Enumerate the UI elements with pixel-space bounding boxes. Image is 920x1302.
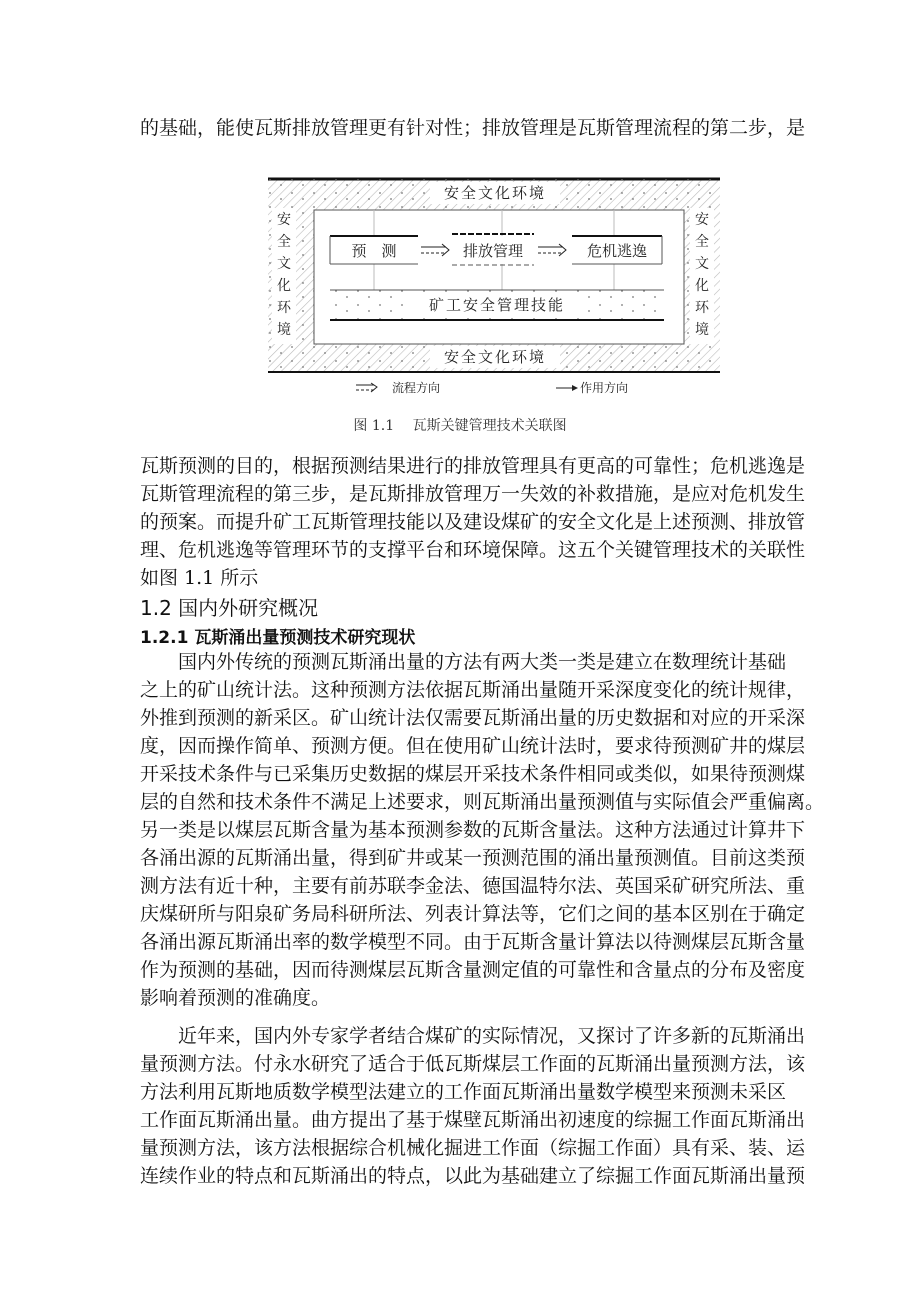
para3-line: 连续作业的特点和瓦斯涌出的特点，以此为基础建立了综掘工作面瓦斯涌出量预 [140,1165,806,1187]
box-skill [330,290,664,320]
svg-text:文: 文 [277,256,291,272]
subsection-heading: 1.2.1 瓦斯涌出量预测技术研究现状 [140,628,416,648]
para3-line: 量预测方法。付永水研究了适合于低瓦斯煤层工作面的瓦斯涌出量预测方法，该 [140,1053,806,1075]
env-label-bottom: 安全文化环境 [443,348,547,366]
svg-text:预 测: 预 测 [351,242,397,260]
para1-line: 的预案。而提升矿工瓦斯管理技能以及建设煤矿的安全文化是上述预测、排放管 [140,511,806,533]
svg-text:化: 化 [277,278,291,294]
para3-line: 工作面瓦斯涌出量。曲方提出了基于煤壁瓦斯涌出初速度的综掘工作面瓦斯涌出 [140,1109,806,1131]
para2-line: 外推到预测的新采区。矿山统计法仅需要瓦斯涌出量的历史数据和对应的开采深 [140,707,806,729]
para2-line: 之上的矿山统计法。这种预测方法依据瓦斯涌出量随开采深度变化的统计规律， [140,679,806,701]
svg-text:境: 境 [695,322,709,338]
legend-effect-label: 作用方向 [580,381,629,395]
svg-text:环: 环 [695,300,709,316]
para2-line: 度，因而操作简单、预测方便。但在使用矿山统计法时，要求待预测矿井的煤层 [140,735,806,757]
svg-text:文: 文 [695,256,709,272]
para2-line: 庆煤研所与阳泉矿务局科研所法、列表计算法等，它们之间的基本区别在于确定 [140,903,806,925]
env-label-top: 安全文化环境 [443,184,547,202]
para1-line: 瓦斯预测的目的，根据预测结果进行的排放管理具有更高的可靠性；危机逃逸是 [140,455,806,477]
para1-line: 瓦斯管理流程的第三步，是瓦斯排放管理万一失效的补救措施，是应对危机发生 [140,483,806,505]
para2-line: 另一类是以煤层瓦斯含量为基本预测参数的瓦斯含量法。这种方法通过计算井下 [140,819,806,841]
svg-text:安: 安 [695,212,709,228]
svg-text:全: 全 [695,234,709,250]
para3-line: 方法利用瓦斯地质数学模型法建立的工作面瓦斯涌出量数学模型来预测未采区 [140,1081,787,1103]
svg-text:危机逃逸: 危机逃逸 [586,242,648,260]
para2-line: 层的自然和技术条件不满足上述要求，则瓦斯涌出量预测值与实际值会严重偏离。 [140,791,825,813]
text-line-top: 的基础，能使瓦斯排放管理更有针对性；排放管理是瓦斯管理流程的第二步，是 [140,117,806,139]
figure-caption: 图 1.1 瓦斯关键管理技术关联图 [353,418,567,434]
para1-line: 如图 1.1 所示 [140,567,259,589]
svg-text:排放管理: 排放管理 [462,242,524,260]
legend-flow-label: 流程方向 [392,381,441,395]
inner-panel [314,210,684,344]
para2-line: 影响着预测的准确度。 [140,987,331,1009]
figure-diagram [266,174,722,404]
para2-line: 各涌出源的瓦斯涌出量，得到矿井或某一预测范围的涌出量预测值。目前这类预 [140,847,806,869]
svg-text:境: 境 [277,322,291,338]
svg-text:全: 全 [277,234,291,250]
para2-line: 各涌出源瓦斯涌出率的数学模型不同。由于瓦斯含量计算法以待测煤层瓦斯含量 [140,931,806,953]
svg-text:环: 环 [277,300,291,316]
svg-text:化: 化 [695,278,709,294]
legend-effect [556,385,578,391]
section-heading: 1.2 国内外研究概况 [140,596,319,620]
para2-line: 国内外传统的预测瓦斯涌出量的方法有两大类一类是建立在数理统计基础 [140,651,787,673]
para2-line: 开采技术条件与已采集历史数据的煤层开采技术条件相同或类似，如果待预测煤 [140,763,806,785]
para2-line: 作为预测的基础，因而待测煤层瓦斯含量测定值的可靠性和含量点的分布及密度 [140,959,806,981]
para2-line: 测方法有近十种，主要有前苏联李金法、德国温特尔法、英国采矿研究所法、重 [140,875,806,897]
svg-text:矿工安全管理技能: 矿工安全管理技能 [428,296,566,314]
para1-line: 理、危机逃逸等管理环节的支撑平台和环境保障。这五个关键管理技术的关联性 [140,539,806,561]
para3-line: 量预测方法，该方法根据综合机械化掘进工作面（综掘工作面）具有采、装、运 [140,1137,806,1159]
svg-text:安: 安 [277,212,291,228]
legend-flow [356,383,377,392]
para3-line: 近年来，国内外专家学者结合煤矿的实际情况，又探讨了许多新的瓦斯涌出 [140,1025,806,1047]
